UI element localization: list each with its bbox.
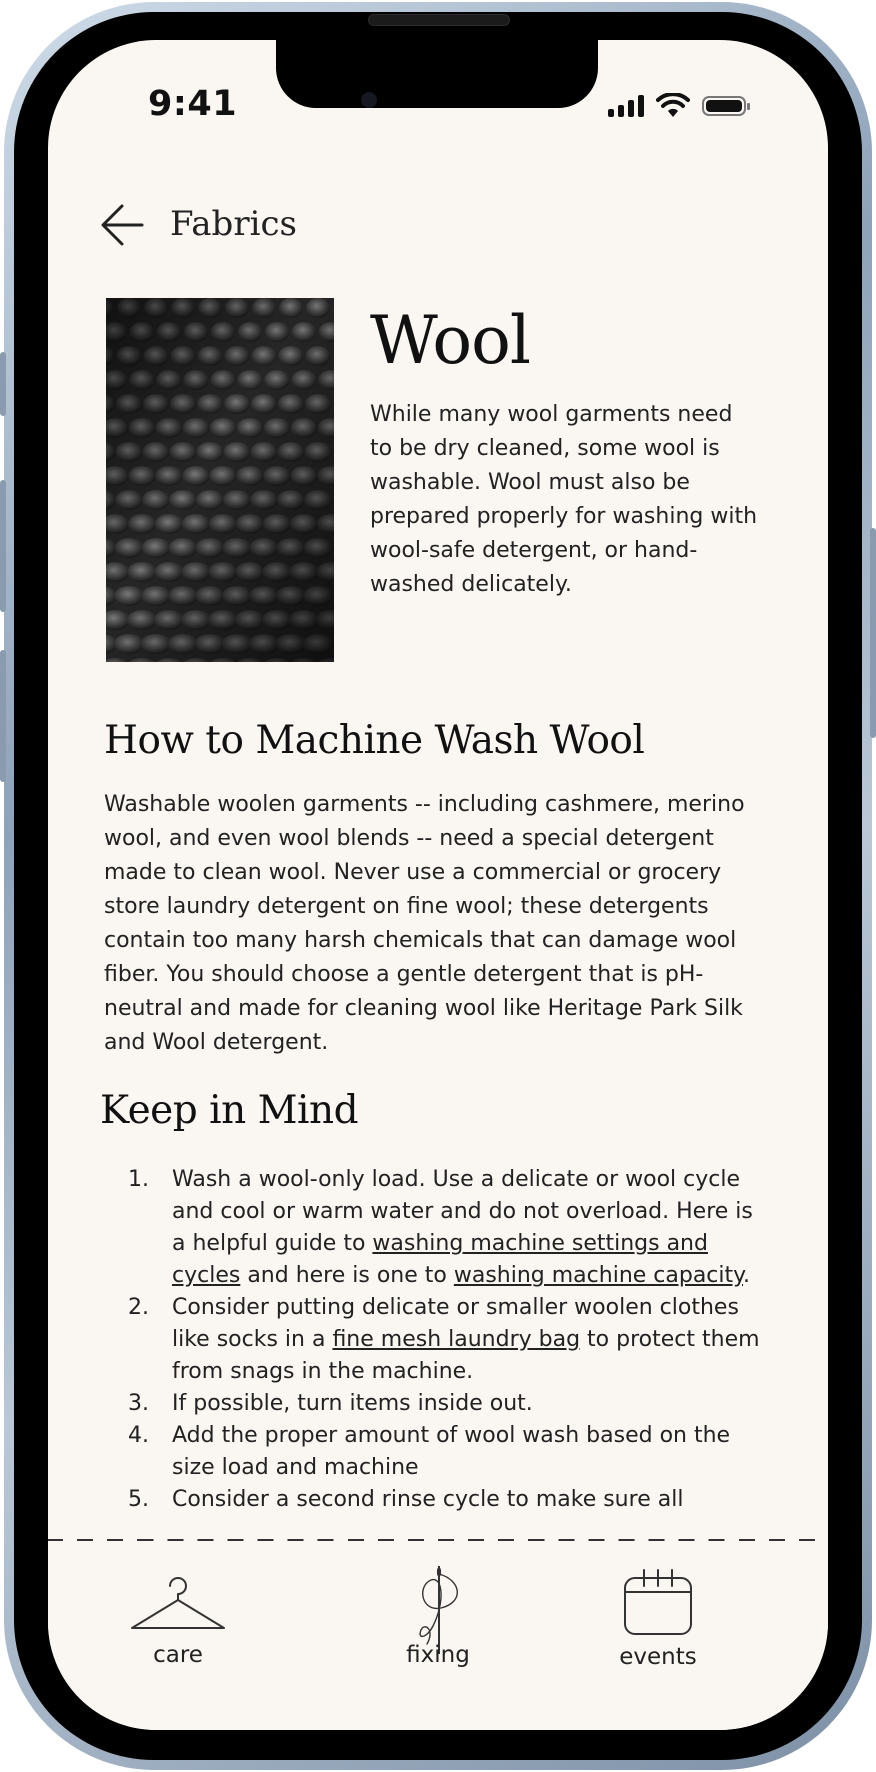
list-item	[128, 1484, 768, 1516]
list-text-part: Consider putting delicate or smaller woolen clothes like socks in a	[172, 1295, 739, 1352]
list-item	[128, 1388, 768, 1420]
list-text	[172, 1164, 768, 1292]
tab-events[interactable]	[568, 1540, 748, 1710]
tab-label-events: events	[619, 1644, 697, 1670]
list-text: Add the proper amount of wool wash based on the size load and machine	[172, 1423, 731, 1480]
notch	[276, 40, 598, 108]
tab-bar	[48, 1540, 828, 1730]
list-text-part: Wash a wool-only load. Use a delicate or wool cycle and cool or warm water and do not overload. Here is a helpful guide to	[172, 1167, 753, 1256]
battery-icon	[702, 96, 746, 116]
wool-knit-image	[106, 298, 334, 662]
link-mesh-laundry-bag[interactable]: fine mesh laundry bag	[332, 1327, 581, 1352]
side-button-volume-up	[0, 480, 6, 612]
list-text-part: .	[743, 1263, 751, 1288]
list-item	[128, 1292, 768, 1388]
list-number: 2.	[128, 1295, 149, 1320]
list-number: 5.	[128, 1487, 149, 1512]
wifi-icon	[656, 93, 690, 119]
status-icons	[608, 90, 746, 122]
list-item	[128, 1420, 768, 1484]
link-washing-settings[interactable]: washing machine settings and cycles	[172, 1231, 708, 1288]
tab-fixing[interactable]	[348, 1540, 528, 1710]
list-number: 1.	[128, 1167, 149, 1192]
tab-care[interactable]	[88, 1540, 268, 1710]
calendar-icon	[622, 1568, 694, 1638]
list-text-part: to protect them from snags in the machine.	[172, 1327, 760, 1384]
front-camera	[361, 92, 377, 108]
side-button-silent	[0, 352, 6, 416]
side-button-power	[870, 528, 876, 738]
keep-in-mind-list	[128, 1164, 768, 1516]
hanger-icon	[128, 1576, 228, 1632]
list-text	[172, 1292, 768, 1388]
fabric-description: While many wool garments need to be dry cleaned, some wool is washable. Wool must also be prepared properly for washing with wool-safe detergent, or hand-washed delicately.	[370, 402, 758, 597]
earpiece-speaker	[368, 14, 510, 26]
tab-label-fixing: fixing	[406, 1642, 470, 1668]
tab-bar-divider	[48, 1539, 828, 1541]
section-heading-wash: How to Machine Wash Wool	[104, 718, 645, 763]
back-arrow-icon[interactable]	[100, 202, 146, 248]
side-button-volume-down	[0, 650, 6, 782]
section-body-wash: Washable woolen garments -- including cashmere, merino wool, and even wool blends -- need a special detergent made to clean wool. Never use a commercial or grocery store laundry detergent on fine wool; these detergents contain too many harsh chemicals that can damage wool fiber. You should choose a gentle detergent that is pH-neutral and made for cleaning wool like Heritage Park Silk and Wool detergent.	[104, 792, 745, 1055]
status-time: 9:41	[148, 84, 238, 124]
cellular-signal-icon	[608, 95, 644, 117]
list-number: 4.	[128, 1423, 149, 1448]
list-text: Consider a second rinse cycle to make sure all	[172, 1487, 684, 1512]
nav-title[interactable]: Fabrics	[170, 204, 297, 244]
list-number: 3.	[128, 1391, 149, 1416]
tab-label-care: care	[153, 1642, 203, 1668]
fabric-title: Wool	[370, 302, 530, 379]
link-washing-capacity[interactable]: washing machine capacity	[453, 1263, 744, 1288]
section-heading-keep: Keep in Mind	[100, 1088, 359, 1133]
list-text-part: and here is one to	[240, 1263, 454, 1288]
screen	[48, 40, 828, 1730]
list-text: If possible, turn items inside out.	[172, 1391, 533, 1416]
list-item	[128, 1164, 768, 1292]
